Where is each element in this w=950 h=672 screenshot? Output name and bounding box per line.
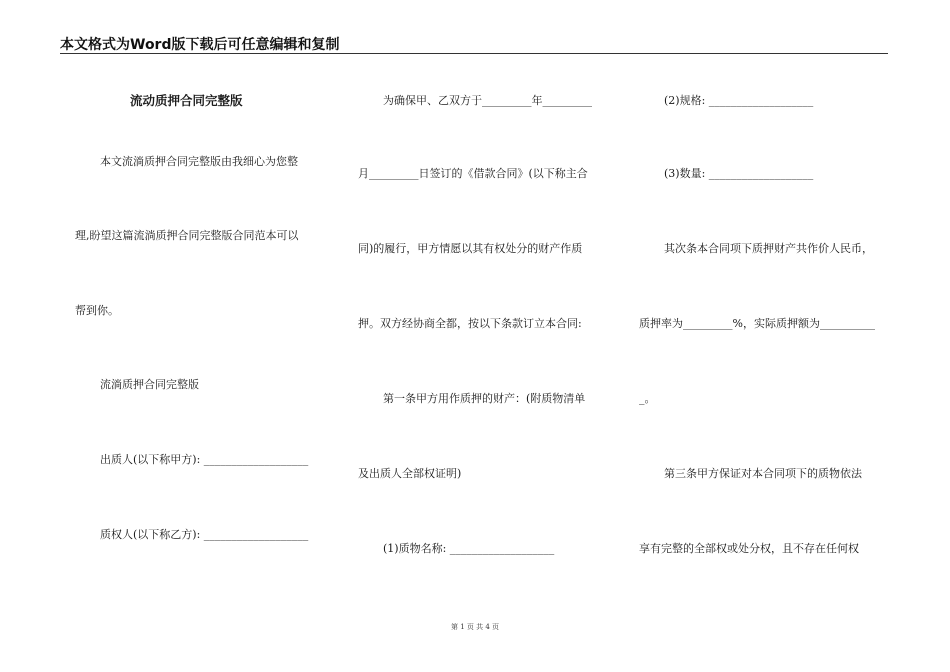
text-line: 流淌质押合同完整版 <box>100 378 199 391</box>
text-line: 本文流淌质押合同完整版由我细心为您整 <box>100 155 298 168</box>
text-line: 质权人(以下称乙方): ___________________ <box>100 528 309 541</box>
text-line: 享有完整的全部权或处分权，且不存在任何权 <box>639 542 859 555</box>
text-line: (1)质物名称: ___________________ <box>383 542 555 555</box>
text-line: 帮到你。 <box>75 304 119 317</box>
contract-title: 流动质押合同完整版 <box>130 93 243 108</box>
text-line: _。 <box>639 392 656 405</box>
text-line: 其次条本合同项下质押财产共作价人民币， <box>664 242 873 255</box>
text-line: 押。双方经协商全都，按以下条款订立本合同: <box>358 317 582 330</box>
text-line: (2)规格: ___________________ <box>664 94 814 107</box>
text-line: 出质人(以下称甲方): ___________________ <box>100 453 309 466</box>
page-number: 第 1 页 共 4 页 <box>450 623 500 631</box>
text-line: 同)的履行，甲方情愿以其有权处分的财产作质 <box>358 242 583 255</box>
text-line: 第三条甲方保证对本合同项下的质物依法 <box>664 467 862 480</box>
text-line: 月_________日签订的《借款合同》(以下称主合 <box>358 167 588 180</box>
text-line: (3)数量: ___________________ <box>664 167 814 180</box>
text-line: 第一条甲方用作质押的财产：(附质物清单 <box>383 392 586 405</box>
text-line: 及出质人全部权证明) <box>358 467 462 480</box>
text-line: 理,盼望这篇流淌质押合同完整版合同范本可以 <box>75 229 299 242</box>
document-header: 本文格式为Word版下载后可任意编辑和复制 <box>60 37 340 53</box>
header-divider <box>60 53 888 54</box>
text-line: 为确保甲、乙双方于_________年_________ <box>383 94 592 107</box>
text-line: 质押率为_________%，实际质押额为__________ <box>639 317 875 330</box>
